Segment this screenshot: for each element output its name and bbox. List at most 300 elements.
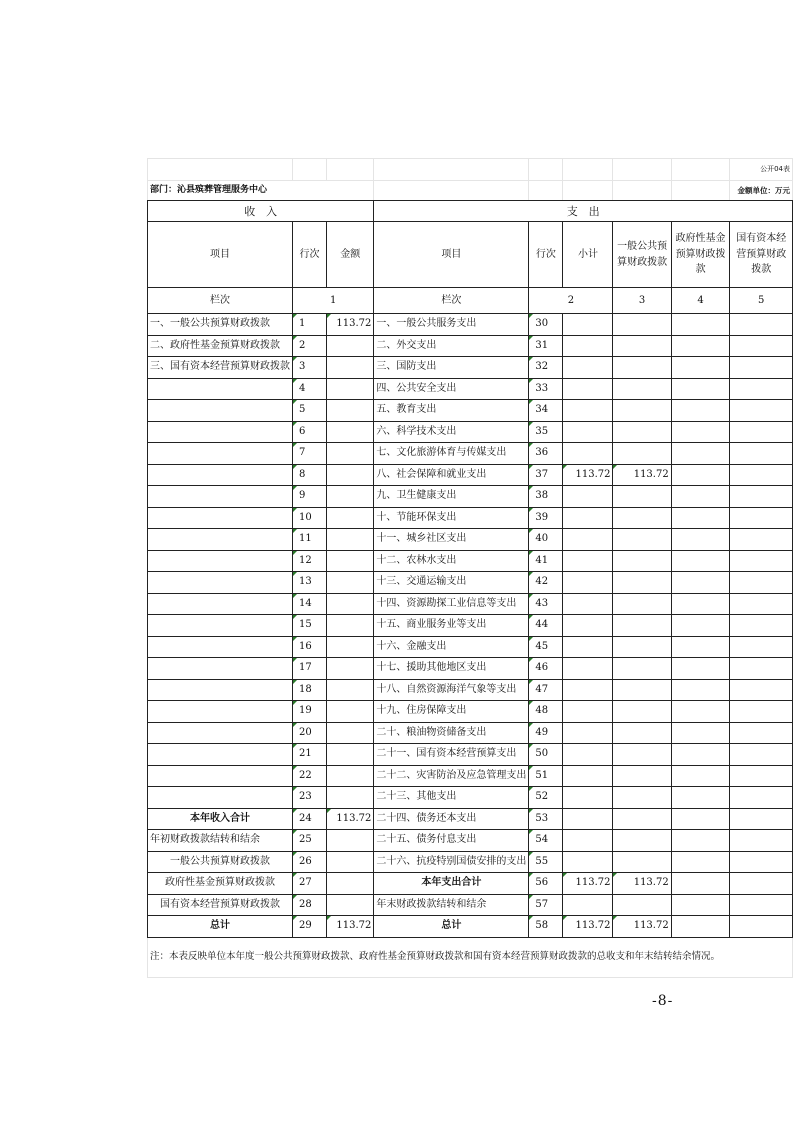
income-amount — [327, 830, 374, 852]
general-budget-amount — [613, 615, 671, 637]
expense-item: 十三、交通运输支出 — [374, 572, 529, 594]
income-amount — [327, 464, 374, 486]
table-code: 公开04表 — [730, 159, 793, 181]
table-row — [148, 378, 793, 400]
table-row — [148, 744, 793, 766]
income-row-number: 26 — [293, 851, 327, 873]
table-row — [148, 400, 793, 422]
expense-item: 九、卫生健康支出 — [374, 486, 529, 508]
income-row-number: 7 — [293, 443, 327, 465]
income-amount — [327, 593, 374, 615]
income-item: 国有资本经营预算财政拨款 — [148, 894, 293, 916]
state-capital-amount — [730, 787, 793, 809]
table-row — [148, 787, 793, 809]
fund-budget-amount — [671, 873, 730, 895]
general-budget-amount — [613, 593, 671, 615]
income-item — [148, 765, 293, 787]
income-amount — [327, 722, 374, 744]
income-amount — [327, 744, 374, 766]
income-item: 本年收入合计 — [148, 808, 293, 830]
expense-category: 支 出 — [374, 201, 793, 222]
income-item — [148, 378, 293, 400]
expense-row-number: 35 — [529, 421, 563, 443]
income-item: 二、政府性基金预算财政拨款 — [148, 335, 293, 357]
fund-budget-amount — [671, 593, 730, 615]
general-budget-amount — [613, 722, 671, 744]
general-budget-amount — [613, 894, 671, 916]
income-item — [148, 443, 293, 465]
expense-row-number: 42 — [529, 572, 563, 594]
general-budget-amount — [613, 830, 671, 852]
income-item — [148, 787, 293, 809]
column-number-5: 5 — [730, 288, 793, 314]
fund-budget-amount — [671, 357, 730, 379]
state-capital-amount — [730, 679, 793, 701]
expense-subtotal: 113.72 — [563, 464, 613, 486]
expense-row-number: 41 — [529, 550, 563, 572]
income-item — [148, 421, 293, 443]
expense-item: 本年支出合计 — [374, 873, 529, 895]
income-amount — [327, 421, 374, 443]
expense-subtotal — [563, 593, 613, 615]
expense-subtotal: 113.72 — [563, 873, 613, 895]
income-amount: 113.72 — [327, 314, 374, 336]
income-item: 一般公共预算财政拨款 — [148, 851, 293, 873]
general-budget-amount: 113.72 — [613, 916, 671, 938]
income-item: 政府性基金预算财政拨款 — [148, 873, 293, 895]
expense-row-number: 50 — [529, 744, 563, 766]
table-row — [148, 507, 793, 529]
income-item — [148, 722, 293, 744]
expense-item: 十六、金融支出 — [374, 636, 529, 658]
table-row — [148, 830, 793, 852]
income-item — [148, 636, 293, 658]
income-row-header: 行次 — [293, 222, 327, 288]
income-item: 一、一般公共预算财政拨款 — [148, 314, 293, 336]
income-item — [148, 529, 293, 551]
expense-row-number: 31 — [529, 335, 563, 357]
expense-subtotal — [563, 765, 613, 787]
expense-subtotal — [563, 357, 613, 379]
fund-budget-amount — [671, 679, 730, 701]
expense-row-number: 32 — [529, 357, 563, 379]
general-budget-amount — [613, 636, 671, 658]
expense-item: 年末财政拨款结转和结余 — [374, 894, 529, 916]
fund-budget-amount — [671, 615, 730, 637]
state-capital-amount — [730, 744, 793, 766]
expense-item: 二十一、国有资本经营预算支出 — [374, 744, 529, 766]
expense-subtotal — [563, 744, 613, 766]
income-amount — [327, 679, 374, 701]
income-category: 收 入 — [148, 201, 374, 222]
expense-row-number: 38 — [529, 486, 563, 508]
state-capital-amount — [730, 701, 793, 723]
state-capital-amount — [730, 443, 793, 465]
column-number-label: 栏次 — [148, 288, 293, 314]
expense-subtotal — [563, 722, 613, 744]
income-row-number: 23 — [293, 787, 327, 809]
income-amount — [327, 851, 374, 873]
income-item — [148, 701, 293, 723]
income-row-number: 29 — [293, 916, 327, 938]
state-capital-amount — [730, 894, 793, 916]
income-amount — [327, 572, 374, 594]
table-row — [148, 765, 793, 787]
table-row — [148, 701, 793, 723]
state-capital-header: 国有资本经营预算财政拨款 — [730, 222, 793, 288]
expense-item: 一、一般公共服务支出 — [374, 314, 529, 336]
general-budget-amount — [613, 658, 671, 680]
income-amount — [327, 507, 374, 529]
general-budget-amount — [613, 400, 671, 422]
fund-budget-amount — [671, 314, 730, 336]
column-number-2: 2 — [529, 288, 613, 314]
expense-subtotal — [563, 572, 613, 594]
fund-budget-amount — [671, 529, 730, 551]
expense-subtotal — [563, 443, 613, 465]
general-budget-amount — [613, 335, 671, 357]
income-row-number: 18 — [293, 679, 327, 701]
fund-budget-amount — [671, 744, 730, 766]
expense-row-number: 52 — [529, 787, 563, 809]
expense-subtotal — [563, 636, 613, 658]
general-budget-amount: 113.72 — [613, 464, 671, 486]
expense-subtotal — [563, 701, 613, 723]
expense-item: 三、国防支出 — [374, 357, 529, 379]
expense-item: 十九、住房保障支出 — [374, 701, 529, 723]
expense-row-number: 34 — [529, 400, 563, 422]
general-budget-amount — [613, 529, 671, 551]
income-amount — [327, 765, 374, 787]
fund-budget-amount — [671, 400, 730, 422]
income-amount: 113.72 — [327, 808, 374, 830]
income-amount — [327, 701, 374, 723]
expense-row-number: 40 — [529, 529, 563, 551]
income-amount — [327, 658, 374, 680]
state-capital-amount — [730, 529, 793, 551]
table-row — [148, 572, 793, 594]
general-budget-amount — [613, 701, 671, 723]
expense-row-number: 48 — [529, 701, 563, 723]
state-capital-amount — [730, 486, 793, 508]
fund-budget-amount — [671, 701, 730, 723]
table-row — [148, 615, 793, 637]
income-item — [148, 507, 293, 529]
expense-row-number: 57 — [529, 894, 563, 916]
general-budget-amount — [613, 679, 671, 701]
expense-row-number: 37 — [529, 464, 563, 486]
state-capital-amount — [730, 400, 793, 422]
general-budget-amount — [613, 851, 671, 873]
state-capital-amount — [730, 550, 793, 572]
income-amount-header: 金额 — [327, 222, 374, 288]
income-row-number: 8 — [293, 464, 327, 486]
expense-row-number: 45 — [529, 636, 563, 658]
general-budget-amount — [613, 744, 671, 766]
expense-item: 二十五、债务付息支出 — [374, 830, 529, 852]
income-row-number: 19 — [293, 701, 327, 723]
general-budget-amount — [613, 808, 671, 830]
income-row-number: 12 — [293, 550, 327, 572]
table-note: 注：本表反映单位本年度一般公共预算财政拨款、政府性基金预算财政拨款和国有资本经营预算财政拨款的总收支和年末结转结余情况。 — [148, 937, 793, 977]
column-number-1: 1 — [293, 288, 374, 314]
income-item — [148, 550, 293, 572]
column-number-3: 3 — [613, 288, 671, 314]
expense-item: 二十、粮油物资储备支出 — [374, 722, 529, 744]
state-capital-amount — [730, 507, 793, 529]
income-row-number: 14 — [293, 593, 327, 615]
expense-subtotal — [563, 486, 613, 508]
expense-row-header: 行次 — [529, 222, 563, 288]
income-item — [148, 400, 293, 422]
expense-item: 二十三、其他支出 — [374, 787, 529, 809]
expense-row-number: 58 — [529, 916, 563, 938]
income-row-number: 21 — [293, 744, 327, 766]
state-capital-amount — [730, 636, 793, 658]
expense-subtotal — [563, 658, 613, 680]
income-amount — [327, 894, 374, 916]
income-amount — [327, 787, 374, 809]
expense-row-number: 30 — [529, 314, 563, 336]
fund-budget-amount — [671, 658, 730, 680]
income-amount — [327, 615, 374, 637]
expense-subtotal — [563, 894, 613, 916]
state-capital-amount — [730, 808, 793, 830]
income-item — [148, 658, 293, 680]
expense-subtotal — [563, 335, 613, 357]
state-capital-amount — [730, 572, 793, 594]
table-row — [148, 357, 793, 379]
expense-subtotal — [563, 679, 613, 701]
fund-budget-amount — [671, 722, 730, 744]
expense-item: 十七、援助其他地区支出 — [374, 658, 529, 680]
table-row — [148, 421, 793, 443]
income-amount — [327, 550, 374, 572]
general-budget-amount — [613, 550, 671, 572]
fund-budget-amount — [671, 765, 730, 787]
income-amount — [327, 873, 374, 895]
expense-row-number: 33 — [529, 378, 563, 400]
table-row — [148, 636, 793, 658]
general-budget-amount — [613, 765, 671, 787]
fund-budget-amount — [671, 335, 730, 357]
income-amount — [327, 335, 374, 357]
income-amount — [327, 400, 374, 422]
income-row-number: 2 — [293, 335, 327, 357]
table-row — [148, 916, 793, 938]
fund-budget-amount — [671, 916, 730, 938]
income-row-number: 13 — [293, 572, 327, 594]
expense-subtotal — [563, 400, 613, 422]
fund-budget-amount — [671, 421, 730, 443]
expense-row-number: 43 — [529, 593, 563, 615]
income-row-number: 22 — [293, 765, 327, 787]
expense-subtotal — [563, 529, 613, 551]
income-row-number: 16 — [293, 636, 327, 658]
expense-row-number: 49 — [529, 722, 563, 744]
income-amount — [327, 378, 374, 400]
general-budget-amount — [613, 507, 671, 529]
income-item: 三、国有资本经营预算财政拨款 — [148, 357, 293, 379]
state-capital-amount — [730, 335, 793, 357]
general-budget-amount — [613, 486, 671, 508]
state-capital-amount — [730, 722, 793, 744]
table-row — [148, 658, 793, 680]
expense-subtotal — [563, 314, 613, 336]
state-capital-amount — [730, 421, 793, 443]
general-budget-amount — [613, 357, 671, 379]
expense-item: 二、外交支出 — [374, 335, 529, 357]
expense-item: 六、科学技术支出 — [374, 421, 529, 443]
state-capital-amount — [730, 357, 793, 379]
state-capital-amount — [730, 378, 793, 400]
expense-row-number: 47 — [529, 679, 563, 701]
income-amount — [327, 486, 374, 508]
expense-row-number: 51 — [529, 765, 563, 787]
expense-item: 十一、城乡社区支出 — [374, 529, 529, 551]
table-row — [148, 894, 793, 916]
general-budget-amount — [613, 314, 671, 336]
expense-item: 五、教育支出 — [374, 400, 529, 422]
state-capital-amount — [730, 765, 793, 787]
table-row — [148, 851, 793, 873]
general-budget-amount — [613, 787, 671, 809]
expense-subtotal — [563, 550, 613, 572]
state-capital-amount — [730, 593, 793, 615]
general-budget-amount — [613, 421, 671, 443]
fund-budget-amount — [671, 572, 730, 594]
page-number: -8- — [652, 993, 674, 1009]
income-row-number: 10 — [293, 507, 327, 529]
fund-budget-amount — [671, 443, 730, 465]
expense-subtotal — [563, 851, 613, 873]
expense-item: 二十六、抗疫特别国债安排的支出 — [374, 851, 529, 873]
income-row-number: 28 — [293, 894, 327, 916]
expense-item-header: 项目 — [374, 222, 529, 288]
expense-subtotal — [563, 421, 613, 443]
income-row-number: 5 — [293, 400, 327, 422]
income-item — [148, 464, 293, 486]
general-budget-amount — [613, 378, 671, 400]
expense-item: 二十四、债务还本支出 — [374, 808, 529, 830]
fund-budget-amount — [671, 550, 730, 572]
expense-row-number: 46 — [529, 658, 563, 680]
expense-item: 十五、商业服务业等支出 — [374, 615, 529, 637]
column-number-label-2: 栏次 — [374, 288, 529, 314]
fund-budget-amount — [671, 851, 730, 873]
expense-subtotal — [563, 615, 613, 637]
income-amount — [327, 636, 374, 658]
fund-budget-amount — [671, 464, 730, 486]
expense-item: 十八、自然资源海洋气象等支出 — [374, 679, 529, 701]
income-row-number: 25 — [293, 830, 327, 852]
table-row — [148, 335, 793, 357]
table-row — [148, 808, 793, 830]
table-row — [148, 679, 793, 701]
income-item: 总计 — [148, 916, 293, 938]
general-budget-header: 一般公共预算财政拨款 — [613, 222, 671, 288]
expense-row-number: 56 — [529, 873, 563, 895]
expense-item: 十四、资源勘探工业信息等支出 — [374, 593, 529, 615]
fund-budget-amount — [671, 378, 730, 400]
income-row-number: 17 — [293, 658, 327, 680]
expense-row-number: 39 — [529, 507, 563, 529]
income-item — [148, 744, 293, 766]
column-number-4: 4 — [671, 288, 730, 314]
fund-budget-amount — [671, 830, 730, 852]
fund-budget-amount — [671, 808, 730, 830]
table-row — [148, 722, 793, 744]
fund-budget-header: 政府性基金预算财政拨款 — [671, 222, 730, 288]
expense-subtotal — [563, 787, 613, 809]
state-capital-amount — [730, 851, 793, 873]
fund-budget-amount — [671, 787, 730, 809]
state-capital-amount — [730, 314, 793, 336]
income-row-number: 4 — [293, 378, 327, 400]
state-capital-amount — [730, 830, 793, 852]
general-budget-amount: 113.72 — [613, 873, 671, 895]
income-row-number: 24 — [293, 808, 327, 830]
expense-subtotal: 113.72 — [563, 916, 613, 938]
general-budget-amount — [613, 572, 671, 594]
income-amount — [327, 357, 374, 379]
expense-subtotal — [563, 830, 613, 852]
expense-row-number: 55 — [529, 851, 563, 873]
income-item — [148, 486, 293, 508]
income-row-number: 3 — [293, 357, 327, 379]
expense-item: 十二、农林水支出 — [374, 550, 529, 572]
subtotal-header: 小计 — [563, 222, 613, 288]
expense-item: 八、社会保障和就业支出 — [374, 464, 529, 486]
income-item — [148, 593, 293, 615]
expense-subtotal — [563, 808, 613, 830]
income-row-number: 1 — [293, 314, 327, 336]
expense-item: 七、文化旅游体育与传媒支出 — [374, 443, 529, 465]
budget-table-sheet — [147, 158, 793, 978]
income-amount: 113.72 — [327, 916, 374, 938]
expense-row-number: 44 — [529, 615, 563, 637]
table-row — [148, 486, 793, 508]
expense-item: 十、节能环保支出 — [374, 507, 529, 529]
department-label: 部门：沁县殡葬管理服务中心 — [148, 181, 374, 201]
income-amount — [327, 529, 374, 551]
state-capital-amount — [730, 464, 793, 486]
income-row-number: 20 — [293, 722, 327, 744]
table-row — [148, 443, 793, 465]
expense-item: 二十二、灾害防治及应急管理支出 — [374, 765, 529, 787]
table-row — [148, 593, 793, 615]
expense-row-number: 36 — [529, 443, 563, 465]
fund-budget-amount — [671, 507, 730, 529]
income-item-header: 项目 — [148, 222, 293, 288]
expense-subtotal — [563, 507, 613, 529]
income-item: 年初财政拨款结转和结余 — [148, 830, 293, 852]
state-capital-amount — [730, 615, 793, 637]
unit-label: 金额单位：万元 — [730, 181, 793, 201]
income-item — [148, 572, 293, 594]
expense-item: 总计 — [374, 916, 529, 938]
income-row-number: 6 — [293, 421, 327, 443]
general-budget-amount — [613, 443, 671, 465]
state-capital-amount — [730, 916, 793, 938]
fund-budget-amount — [671, 636, 730, 658]
state-capital-amount — [730, 873, 793, 895]
income-row-number: 27 — [293, 873, 327, 895]
fiscal-appropriation-table — [147, 158, 793, 978]
table-row — [148, 550, 793, 572]
expense-row-number: 54 — [529, 830, 563, 852]
fund-budget-amount — [671, 486, 730, 508]
